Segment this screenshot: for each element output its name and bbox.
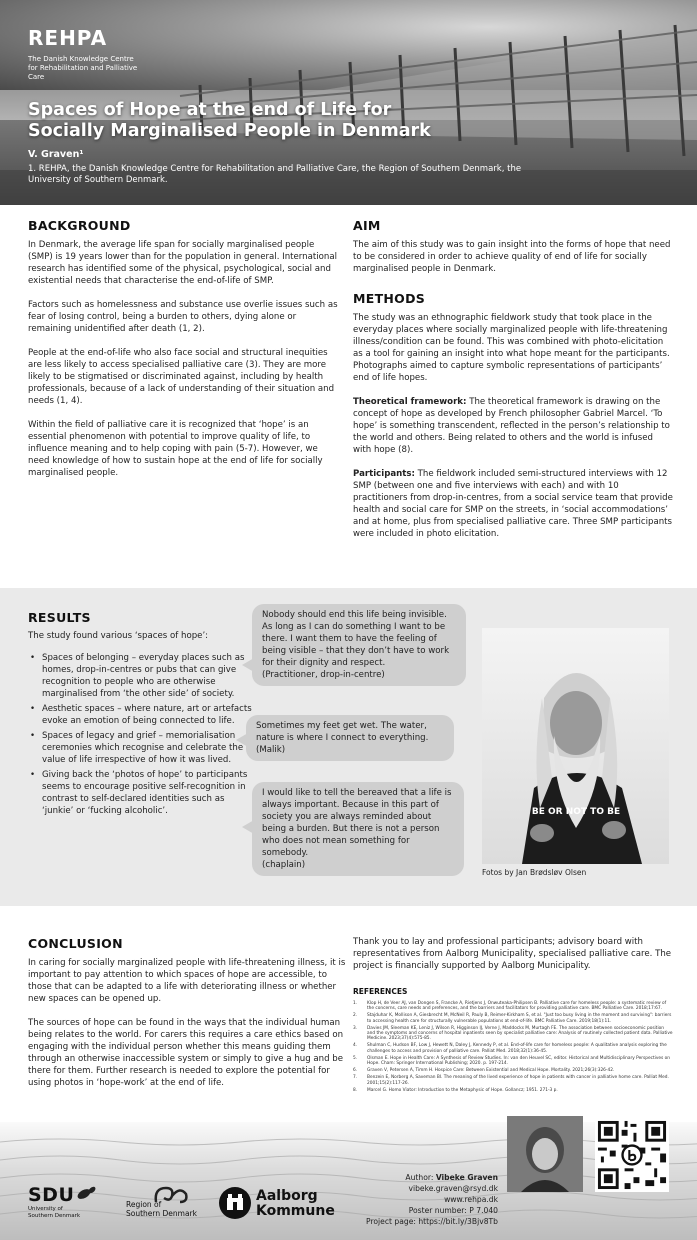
participants	[353, 468, 673, 540]
references-section	[353, 987, 673, 1095]
quote-attribution: (Malik)	[256, 745, 286, 755]
acknowledgements	[353, 936, 673, 972]
conclusion-section	[28, 936, 346, 1089]
poster-number: Poster number: P 7.040	[408, 1206, 498, 1215]
background-section	[28, 218, 338, 479]
aim-methods-section	[353, 218, 673, 540]
author-line	[340, 1172, 498, 1183]
author-name-footer: Vibeke Graven	[435, 1173, 498, 1182]
region-logo	[126, 1200, 197, 1218]
tf-text: The theoretical framework is drawing on the concept of hope as developed by French philosopher Gabriel Marcel. ‘To hope’ is something transcendent, reflected in the person’s relationship to the world and others. Being related to others and the world is infused with hope (8).	[353, 397, 670, 455]
quote-text: Sometimes my feet get wet. The water, nature is where I connect to everything.	[256, 721, 429, 743]
methods-heading: METHODS	[353, 291, 426, 306]
reference-item: 7. Benzein E, Norberg A, Saveman BI. The meaning of the lived experience of hope in patients with cancer in palliative home care. Palliat Med. 2001;15(2):117-26.	[353, 1075, 669, 1086]
header-banner	[0, 0, 697, 205]
aalborg-crest-icon	[218, 1186, 252, 1220]
results-section	[0, 588, 697, 906]
background-paragraph: People at the end-of-life who also face social and structural inequities are less likely to access specialised palliative care (3). They are more likely to be stigmatised or discriminated against, including by health professionals, because of a lack of understanding of their situation and needs (1, 4).	[28, 348, 335, 406]
aalborg-logo	[256, 1189, 335, 1219]
background-heading: BACKGROUND	[28, 218, 131, 233]
quote-bubble-practitioner	[252, 604, 466, 686]
quote-text: Nobody should end this life being invisible. As long as I can do something I want to be there. I want them to have the feeling of being visible – that they don’t have to work for their dignity and respect.	[262, 610, 450, 668]
background-paragraph: In Denmark, the average life span for socially marginalised people (SMP) is 19 years lower than for the population in general. International research has identified some of the physical, psychological, social and existential needs that characterise the end-of-life of SMP.	[28, 240, 338, 286]
participants-label: Participants:	[353, 469, 415, 479]
quote-text: I would like to tell the bereaved that a life is always important. Because in this part of society you are always reminded about being a burden. But there is not a person who does not mean something for somebody.	[262, 788, 452, 858]
bubble-tail	[236, 733, 248, 747]
results-intro: The study found various ‘spaces of hope’:	[28, 631, 209, 641]
website-link[interactable]: www.rehpa.dk	[444, 1195, 498, 1204]
list-item: • Aesthetic spaces – where nature, art or artefacts evoke an emotion of being connected to life.	[28, 703, 253, 727]
reference-item: 1. Klop H, de Veer AJ, van Dongen S, Francke A, Rietjens J, Onwuteaka-Philipsen B. Palliative care for homeless people: a systematic review of the concerns, care needs and preferences, and the barriers and facilitators for providing palliative care. BMC Palliative Care. 2018;17:67.	[353, 1001, 667, 1012]
author-label: Author:	[405, 1173, 436, 1182]
list-item: • Spaces of belonging – everyday places such as homes, drop-in-centres or pubs that can give recognition to people who are otherwise marginalised from ‘the other side’ of society.	[28, 652, 253, 700]
aalborg-logo-line1: Aalborg	[256, 1188, 318, 1204]
background-paragraph: Within the field of palliative care it is recognized that ‘hope’ is an essential phenomenon with potential to improve quality of life, to influence meaning and to help coping with pain (5-7). However, we need knowledge of how to sustain hope at the end of life for socially marginalised people.	[28, 420, 323, 478]
footer	[0, 1122, 697, 1240]
conclusion-paragraph: The sources of hope can be found in the ways that the individual human being relates to the world. For carers this requires a care ethics based on engaging with the individual person whether this means guiding them through an otherwise inaccessible system or simply to give a hug and be there for them. Further research is needed to explore the potential for using photos in ‘hope-work’ at the end of life.	[28, 1018, 344, 1088]
author-name: V. Graven¹	[28, 149, 84, 160]
participants-text: The fieldwork included semi-structured interviews with 12 SMP (between one and five interviews with each) and with 10 practitioners from drop-in-centres, from a social service team that provide health and social care for SMP on the streets, in ‘social accommodations’ and at home, plus from specialised palliative care. Three SMP participants were included in photo elicitation.	[353, 469, 673, 539]
results-left-column	[28, 610, 253, 820]
sdu-logo	[28, 1184, 80, 1220]
reference-item: 8. Marcel G. Homo Viator: Introduction to the Metaphysic of Hope. Gollancz; 1951. 271-3 p.	[353, 1087, 558, 1093]
participant-photo	[482, 628, 669, 864]
region-logo-line1: Region of	[126, 1200, 162, 1209]
aim-heading: AIM	[353, 218, 381, 233]
reference-item: 2. Stajduhar K, Mollison A, Giesbrecht M, McNeil R, Pauly B, Reimer-Kirkham S, et al. "Just too busy living in the moment and surviving": barriers to accessing health care for structurally vulnerable populations at end-of-life. BMC Palliative Care. 2019;18(1):11.	[353, 1013, 672, 1024]
quote-attribution: (Practitioner, drop-in-centre)	[262, 670, 385, 680]
author-portrait-illustration	[507, 1116, 583, 1192]
bubble-tail	[242, 820, 254, 834]
man-portrait-illustration	[482, 628, 669, 864]
quote-bubble-malik	[246, 715, 454, 761]
shirt-text: BE OR NOT TO BE	[531, 807, 621, 817]
list-item: • Giving back the ‘photos of hope’ to participants seems to encourage positive self-recognition in contrast to self-declared identities such as ‘junkie’ or ‘fucking alcoholic’.	[28, 769, 253, 817]
reference-item: 4. Shulman C, Hudson BF, Low J, Hewett N, Daley J, Kennedy P, et al. End-of-life care for homeless people: A qualitative analysis exploring the challenges to access and provision of palliative care. Palliat Med. 2018;32(1):36-45.	[353, 1043, 667, 1054]
background-paragraph: Factors such as homelessness and substance use overlie issues such as fear of losing control, being a burden to others, dying alone or remaining unidentified after death (1, 2).	[28, 300, 338, 334]
thanks-text: Thank you to lay and professional participants; advisory board with representatives from Aalborg Municipality, specialised palliative care. The project is financially supported by Aalborg Municipality.	[353, 937, 672, 971]
quote-bubble-chaplain	[252, 782, 464, 876]
region-logo-line2: Southern Denmark	[126, 1209, 197, 1218]
sdu-leaf-icon	[76, 1184, 98, 1202]
reference-item: 6. Graven V, Petersen A, Timm H. Hospice Care: Between Existential and Medical Hope. Mortality. 2021;26(3):326-42.	[353, 1068, 615, 1074]
methods-paragraph: The study was an ethnographic fieldwork study that took place in the everyday places where socially marginalized people with life-threatening illness/condition can be found. This was combined with photo-elicitation as a tool for gaining an insight into what hope meant for the participants. Photographs aimed to capture symbolic representations of participants’ end of life hopes.	[353, 313, 670, 383]
rehpa-logo-subtitle: The Danish Knowledge Centre for Rehabilitation and Palliative Care	[28, 55, 138, 81]
reference-item: 5. Olsman E. Hope in Health Care: A Synthesis of Review Studies. In: van den Heuvel SC, editor. Historical and Multidisciplinary Perspectives on Hope. Cham: Springer International Publishing; 2020. p. 197-214.	[353, 1055, 671, 1067]
title-line-2: Socially Marginalised People in Denmark	[28, 121, 431, 141]
bubble-tail	[242, 658, 254, 672]
poster-title	[28, 100, 431, 142]
references-list	[353, 1001, 673, 1093]
photo-credit: Fotos by Jan Brødsløv Olsen	[482, 868, 587, 877]
author-photo	[507, 1116, 583, 1192]
contact-info	[340, 1172, 498, 1227]
aalborg-logo-line2: Kommune	[256, 1203, 335, 1219]
conclusion-paragraph: In caring for socially marginalized people with life-threatening illness, it is important to pay attention to which spaces of hope are accessible, to those that can be adapted to a life with deteriorating illness or whether new spaces can be opened up.	[28, 958, 346, 1004]
sdu-logo-sub: Southern Denmark	[28, 1213, 81, 1219]
list-item: • Spaces of legacy and grief – memorialisation ceremonies which recognise and celebrate the value of life irrespective of how it was lived.	[28, 730, 253, 766]
region-swirl-icon	[150, 1184, 190, 1206]
aim-text: The aim of this study was to gain insight into the forms of hope that need to be considered in order to achieve quality of end of life for socially marginalised people in Denmark.	[353, 240, 671, 274]
email-link[interactable]: vibeke.graven@rsyd.dk	[408, 1184, 498, 1193]
sdu-logo-text: SDU	[28, 1184, 75, 1206]
rehpa-logo: REHPA	[28, 26, 108, 50]
qr-code[interactable]	[595, 1118, 669, 1192]
sdu-logo-sub: University of	[28, 1206, 63, 1212]
references-heading: REFERENCES	[353, 987, 408, 996]
theoretical-framework	[353, 396, 673, 456]
tf-label: Theoretical framework:	[353, 397, 467, 407]
reference-item: 3. Davies JM, Sleeman KE, Leniz J, Wilson R, Higginson IJ, Verne J, Maddocks M, Murtagh FE. The association between socioeconomic position and the symptoms and concerns of hospital inpatients seen by specialist palliative care: Analysis of routinely collected patient data. Palliative Medicine. 2023;37(4):575-85.	[353, 1025, 673, 1042]
results-heading: RESULTS	[28, 610, 91, 625]
affiliation: 1. REHPA, the Danish Knowledge Centre for Rehabilitation and Palliative Care, the Region of Southern Denmark, the University of Southern Denmark.	[28, 164, 522, 185]
project-page-link[interactable]: Project page: https://bit.ly/3Bjv8Tb	[366, 1217, 498, 1226]
quote-attribution: (chaplain)	[262, 860, 306, 870]
title-line-1: Spaces of Hope at the end of Life for	[28, 100, 392, 120]
qr-code-icon	[595, 1118, 669, 1192]
spaces-of-hope-list	[28, 652, 253, 817]
conclusion-heading: CONCLUSION	[28, 936, 123, 951]
